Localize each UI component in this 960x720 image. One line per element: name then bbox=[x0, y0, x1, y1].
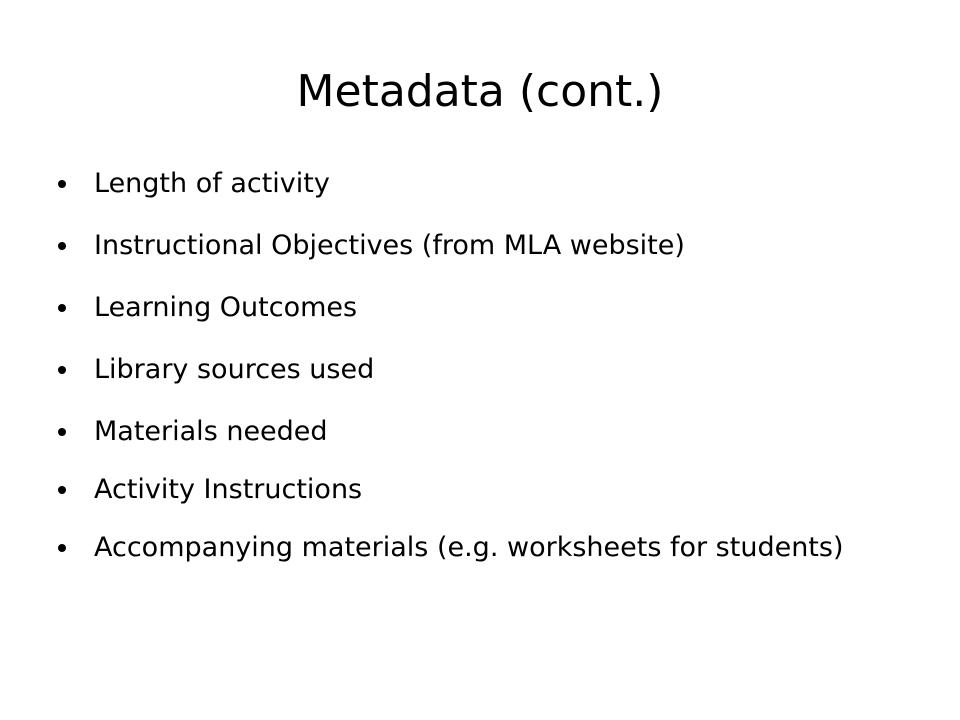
list-item bbox=[58, 292, 858, 324]
list-item-text: Instructional Objectives (from MLA website) bbox=[94, 230, 685, 261]
list-item-text: Activity Instructions bbox=[94, 474, 363, 505]
bullet-icon bbox=[58, 428, 66, 436]
list-item bbox=[58, 532, 858, 564]
bullet-icon bbox=[58, 180, 66, 188]
list-item-text: Materials needed bbox=[94, 416, 328, 447]
list-item-text: Learning Outcomes bbox=[94, 292, 358, 323]
list-item bbox=[58, 416, 858, 448]
list-item bbox=[58, 474, 858, 506]
list-item-text: Length of activity bbox=[94, 168, 330, 199]
bullet-icon bbox=[58, 242, 66, 250]
slide-title: Metadata (cont.) bbox=[296, 66, 664, 117]
list-item bbox=[58, 230, 858, 262]
bullet-icon bbox=[58, 366, 66, 374]
bullet-icon bbox=[58, 486, 66, 494]
bullet-list bbox=[58, 168, 858, 594]
list-item-text: Accompanying materials (e.g. worksheets for students) bbox=[94, 532, 844, 563]
bullet-icon bbox=[58, 544, 66, 552]
bullet-icon bbox=[58, 304, 66, 312]
list-item bbox=[58, 354, 858, 386]
list-item bbox=[58, 168, 858, 200]
list-item-text: Library sources used bbox=[94, 354, 375, 385]
